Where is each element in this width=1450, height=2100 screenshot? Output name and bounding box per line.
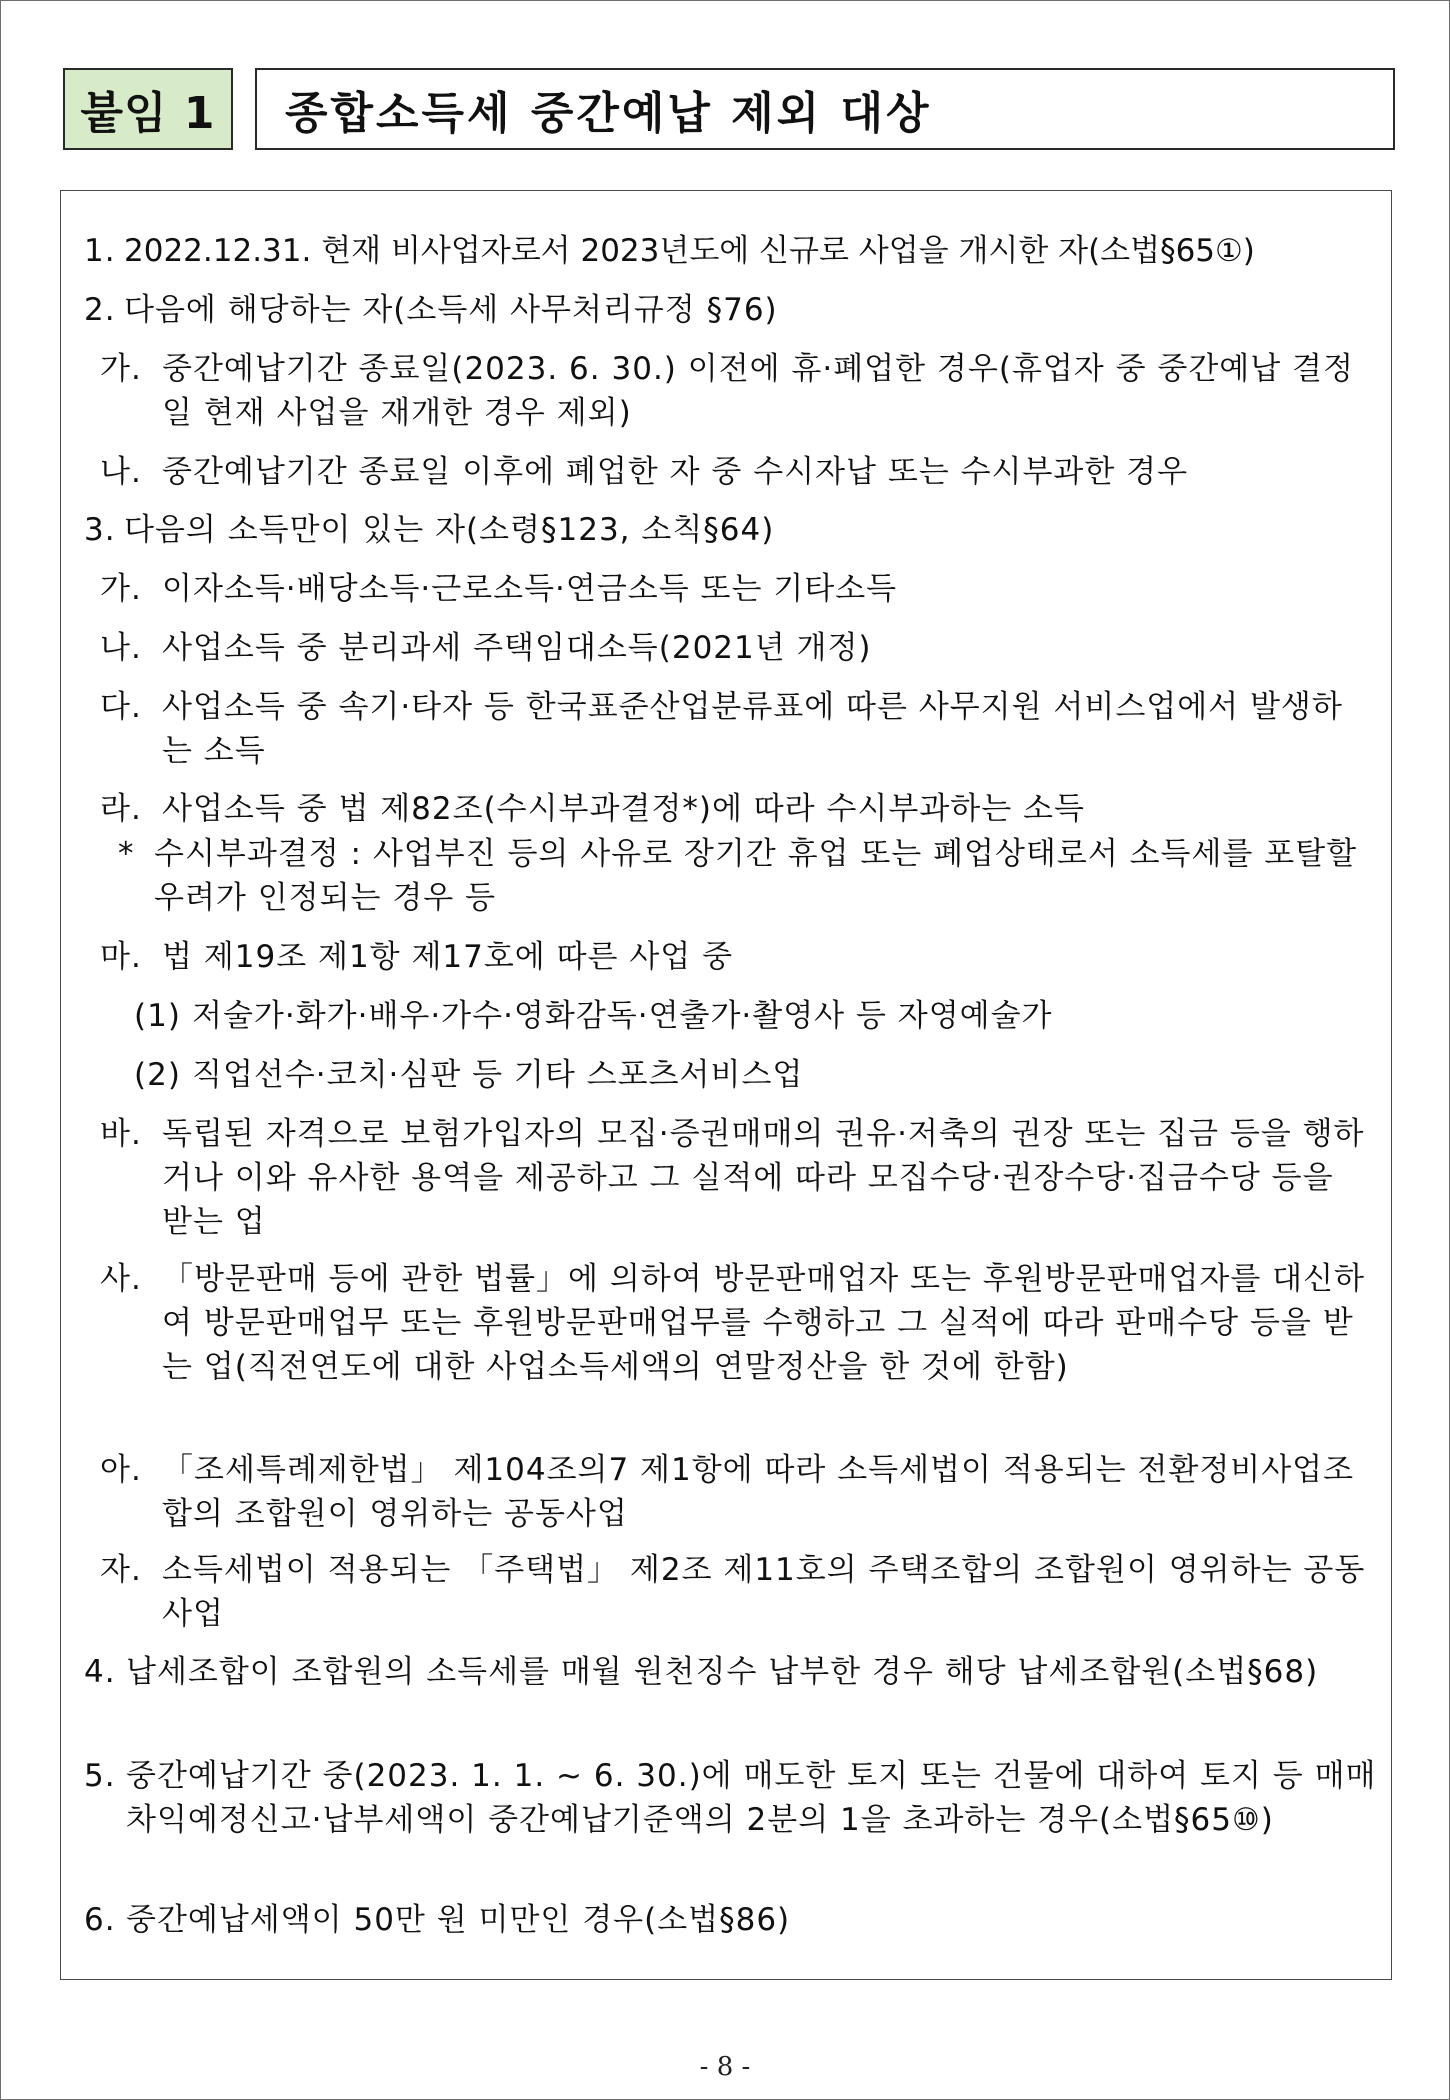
item-number: (1) xyxy=(134,998,181,1034)
item-number: 3. xyxy=(84,512,116,548)
list-item-3 xyxy=(84,508,1374,552)
page-number: - 8 - xyxy=(699,2052,751,2082)
item-text: 사업소득 중 분리과세 주택임대소득(2021년 개정) xyxy=(162,630,872,666)
list-item-3-ja xyxy=(100,1548,1380,1636)
item-number: 사. xyxy=(100,1261,142,1297)
item-text: 납세조합이 조합원의 소득세를 매월 원천징수 납부한 경우 해당 납세조합원(소법§68) xyxy=(126,1654,1319,1690)
item-text: 법 제19조 제1항 제17호에 따른 사업 중 xyxy=(162,939,734,975)
list-item-3-da xyxy=(100,685,1380,773)
item-number: 5. xyxy=(84,1758,116,1794)
item-text: 직업선수·코치·심판 등 기타 스포츠서비스업 xyxy=(192,1057,804,1093)
list-item-3-na xyxy=(100,626,1380,670)
item-text: 중간예납기간 종료일 이후에 폐업한 자 중 수시자납 또는 수시부과한 경우 xyxy=(162,454,1189,490)
item-number: (2) xyxy=(134,1057,181,1093)
item-number: 자. xyxy=(100,1552,142,1588)
item-number: 4. xyxy=(84,1654,116,1690)
list-subitem-2 xyxy=(134,1053,1380,1097)
item-text: 소득세법이 적용되는 「주택법」 제2조 제11호의 주택조합의 조합원이 영위하는 공동사업 xyxy=(162,1552,1366,1632)
item-text: 이자소득·배당소득·근로소득·연금소득 또는 기타소득 xyxy=(162,571,898,607)
item-text: 중간예납기간 중(2023. 1. 1. ~ 6. 30.)에 매도한 토지 또는 건물에 대하여 토지 등 매매차익예정신고·납부세액이 중간예납기준액의 2분의 1을 초과하는 경우(소법§65⑩) xyxy=(126,1758,1377,1838)
item-text: 다음에 해당하는 자(소득세 사무처리규정 §76) xyxy=(124,292,778,328)
list-item-3-ba xyxy=(100,1112,1380,1244)
item-number: 아. xyxy=(100,1452,142,1488)
list-item-3-ga xyxy=(100,567,1380,611)
item-number: 나. xyxy=(100,630,142,666)
item-number: 2. xyxy=(84,292,116,328)
list-item-4 xyxy=(84,1650,1380,1694)
item-text: 중간예납세액이 50만 원 미만인 경우(소법§86) xyxy=(126,1902,791,1938)
list-item-1 xyxy=(84,229,1374,273)
list-item-5 xyxy=(84,1754,1380,1842)
item-number: 6. xyxy=(84,1902,116,1938)
list-subitem-1 xyxy=(134,994,1380,1038)
item-number: 다. xyxy=(100,689,142,725)
item-number: 마. xyxy=(100,939,142,975)
footnote xyxy=(118,832,1380,920)
attachment-badge: 붙임 1 xyxy=(63,68,233,150)
item-text: 「방문판매 등에 관한 법률」에 의하여 방문판매업자 또는 후원방문판매업자를 대신하여 방문판매업무 또는 후원방문판매업무를 수행하고 그 실적에 따라 판매수당 등을 받는 업(직전연도에 대한 사업소득세액의 연말정산을 한 것에 한함) xyxy=(162,1261,1365,1385)
list-item-3-ma xyxy=(100,935,1380,979)
list-item-2-ga xyxy=(100,347,1380,435)
list-item-3-sa xyxy=(100,1257,1380,1389)
item-number: 나. xyxy=(100,454,142,490)
item-number: 바. xyxy=(100,1116,142,1152)
list-item-3-a xyxy=(100,1448,1380,1536)
item-text: 사업소득 중 속기·타자 등 한국표준산업분류표에 따른 사무지원 서비스업에서 발생하는 소득 xyxy=(162,689,1343,769)
item-number: 1. xyxy=(84,233,116,269)
item-text: 독립된 자격으로 보험가입자의 모집·증권매매의 권유·저축의 권장 또는 집금 등을 행하거나 이와 유사한 용역을 제공하고 그 실적에 따라 모집수당·권장수당·집금수당 등을 받는 업 xyxy=(162,1116,1365,1240)
item-text: 중간예납기간 종료일(2023. 6. 30.) 이전에 휴·폐업한 경우(휴업자 중 중간예납 결정일 현재 사업을 재개한 경우 제외) xyxy=(162,351,1354,431)
item-text: 다음의 소득만이 있는 자(소령§123, 소칙§64) xyxy=(124,512,775,548)
item-text: 저술가·화가·배우·가수·영화감독·연출가·촬영사 등 자영예술가 xyxy=(192,998,1053,1034)
footnote-text: 수시부과결정 : 사업부진 등의 사유로 장기간 휴업 또는 폐업상태로서 소득세를 포탈할 우려가 인정되는 경우 등 xyxy=(154,836,1358,916)
item-number: 라. xyxy=(100,791,142,827)
list-item-6 xyxy=(84,1898,1380,1942)
list-item-2-na xyxy=(100,450,1380,494)
page-title: 종합소득세 중간예납 제외 대상 xyxy=(255,68,1395,150)
item-text: 사업소득 중 법 제82조(수시부과결정*)에 따라 수시부과하는 소득 xyxy=(162,791,1085,827)
item-text: 2022.12.31. 현재 비사업자로서 2023년도에 신규로 사업을 개시한 자(소법§65①) xyxy=(124,233,1255,269)
item-number: 가. xyxy=(100,351,142,387)
item-text: 「조세특례제한법」 제104조의7 제1항에 따라 소득세법이 적용되는 전환정비사업조합의 조합원이 영위하는 공동사업 xyxy=(162,1452,1355,1532)
list-item-2 xyxy=(84,288,1374,332)
footnote-mark: * xyxy=(118,836,135,872)
list-item-3-ra xyxy=(100,787,1380,831)
item-number: 가. xyxy=(100,571,142,607)
